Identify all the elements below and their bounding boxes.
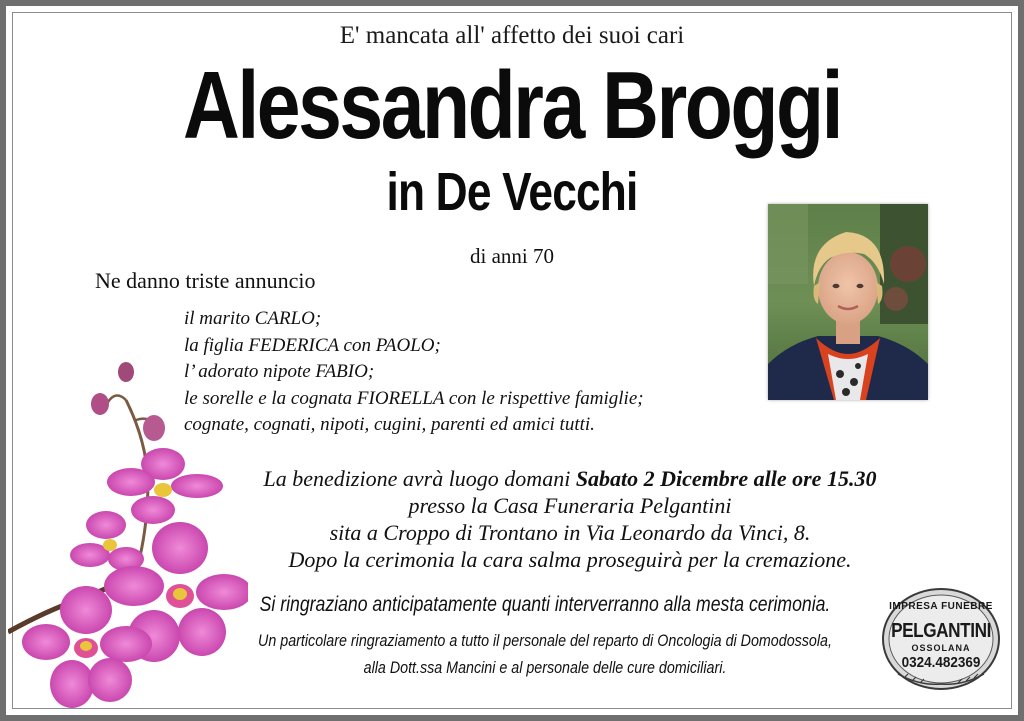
portrait-photo xyxy=(768,204,928,400)
ceremony-details xyxy=(140,465,1000,573)
relative-line: cognate, cognati, nipoti, cugini, parenti ed amici tutti. xyxy=(184,414,595,435)
intro-line: E' mancata all' affetto dei suoi cari xyxy=(339,22,685,49)
ceremony-cremation-note: Dopo la cerimonia la cara salma proseguirà per la cremazione. xyxy=(288,547,852,572)
ceremony-line-date xyxy=(140,465,1000,492)
deceased-age: di anni 70 xyxy=(470,244,554,268)
relative-line: il marito CARLO; xyxy=(184,308,322,329)
stamp-heading: IMPRESA FUNEBRE xyxy=(889,601,993,612)
ceremony-address: sita a Croppo di Trontano in Via Leonardo da Vinci, 8. xyxy=(329,520,811,545)
thanks-line: Si ringraziano anticipatamente quanti interverranno alla mesta cerimonia. xyxy=(259,593,831,616)
married-name: in De Vecchi xyxy=(386,162,638,222)
orchid-flower-icon xyxy=(8,360,248,715)
ceremony-datetime: Sabato 2 Dicembre alle ore 15.30 xyxy=(575,466,877,491)
stamp-phone: 0324.482369 xyxy=(901,654,981,671)
relative-line: la figlia FEDERICA con PAOLO; xyxy=(184,334,441,356)
relative-line: le sorelle e la cognata FIORELLA con le rispettive famiglie; xyxy=(184,387,644,409)
deceased-name: Alessandra Broggi xyxy=(182,52,842,159)
relatives-list xyxy=(184,306,644,439)
special-thanks-text: alla Dott.ssa Mancini e al personale delle cure domiciliari. xyxy=(363,658,727,677)
special-thanks-text: Un particolare ringraziamento a tutto il personale del reparto di Oncologia di Domodossola, xyxy=(258,631,832,650)
ceremony-location: presso la Casa Funeraria Pelgantini xyxy=(408,493,732,518)
relative-line: l’ adorato nipote FABIO; xyxy=(184,361,375,382)
funeral-home-stamp xyxy=(880,586,1002,692)
stamp-company-name: PELGANTINI xyxy=(891,620,991,642)
announcement-heading: Ne danno triste annuncio xyxy=(95,268,316,293)
ceremony-text: La benedizione avrà luogo domani xyxy=(263,466,576,491)
stamp-region: OSSOLANA xyxy=(911,643,971,653)
